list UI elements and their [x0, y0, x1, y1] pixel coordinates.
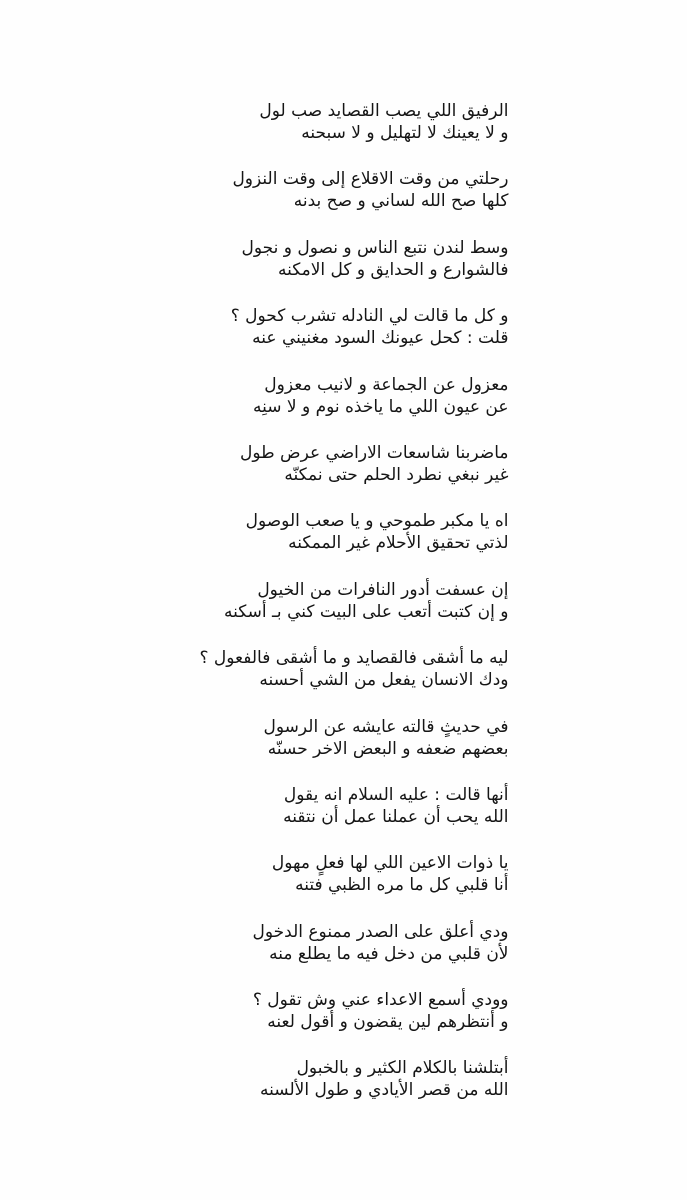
poem-verse-line: قلت : كحل عيونك السود مغنيني عنه: [252, 328, 509, 349]
poem-verse-line: رحلتي من وقت الاقلاع إلى وقت النزول: [232, 169, 509, 190]
poem-verse-line: الله يحب أن عملنا عمل أن نتقنه: [283, 806, 509, 827]
poem-verse-line: لأن قلبي من دخل فيه ما يطلع منه: [269, 943, 509, 964]
poem-verse-line: و إن كتبت أتعب على البيت كني بـ أسكنه: [223, 601, 509, 622]
poem-stanza: [179, 579, 509, 647]
poem-verse-line: الرفيق اللي يصب القصايد صب لول: [259, 101, 509, 121]
poem-verse-line: في حديثٍ قالته عايشه عن الرسول: [263, 716, 509, 737]
poem-verse-line: كلها صح الله لساني و صح بدنه: [293, 191, 509, 212]
poem-verse-line: وسط لندن نتبع الناس و نصول و نجول: [241, 237, 509, 258]
poem-verse-line: لذتي تحقيق الأحلام غير الممكنه: [288, 533, 509, 554]
poem-verse-line: ليه ما أشقى فالقصايد و ما أشقى فالفعول ؟: [199, 648, 509, 669]
poem-text: [0, 100, 687, 1126]
poem-verse-line: غير نبغي نطرد الحلم حتى نمكنّه: [284, 464, 509, 485]
poem-stanza: [179, 168, 509, 236]
poem-stanza: [179, 989, 509, 1057]
poem-verse-line: أنا قلبي كل ما مره الظبي فتنه: [295, 875, 509, 896]
poem-stanza: [179, 510, 509, 578]
poem-verse-line: بعضهم ضعفه و البعض الاخر حسنّه: [267, 738, 509, 759]
poem-verse-line: إن عسفت أدور النافرات من الخيول: [257, 579, 509, 600]
poem-verse-line: أبتلشنا بالكلام الكثير و بالخبول: [296, 1058, 509, 1079]
poem-stanza: [179, 921, 509, 989]
poem-verse-line: الله من قصر الأيادي و طول الألسنه: [260, 1080, 509, 1101]
poem-verse-line: ودي أعلق على الصدر ممنوع الدخول: [252, 921, 509, 942]
poem-stanza: [179, 305, 509, 373]
poem-verse-line: يا ذوات الاعين اللي لها فعلٍ مهول: [271, 853, 509, 874]
poem-verse-line: و أنتظرهم لين يقضون و أقول لعنه: [267, 1012, 509, 1033]
poem-verse-line: و لا يعينك لا لتهليل و لا سبحنه: [301, 123, 509, 143]
poem-stanza: [179, 374, 509, 442]
poem-stanza: [179, 784, 509, 852]
poem-verse-line: ماضربنا شاسعات الاراضي عرض طول: [239, 442, 509, 463]
poem-stanza: [179, 647, 509, 715]
poem-verse-line: فالشوارع و الحدايق و كل الامكنه: [277, 259, 509, 280]
poem-verse-line: اه يا مكبر طموحي و يا صعب الوصول: [245, 511, 509, 532]
poem-stanza: [179, 237, 509, 305]
poem-verse-line: ودك الانسان يفعل من الشي أحسنه: [259, 670, 509, 691]
poem-stanza: [179, 442, 509, 510]
poem-stanza: [179, 1057, 509, 1125]
poem-verse-line: أنها قالت : عليه السلام انه يقول: [283, 784, 509, 805]
poem-stanza: [179, 100, 509, 168]
poem-stanza: [179, 852, 509, 920]
poem-stanza: [179, 716, 509, 784]
poem-verse-line: وودي أسمع الاعداء عني وش تقول ؟: [252, 990, 509, 1011]
poem-verse-line: و كل ما قالت لي النادله تشرب كحول ؟: [230, 306, 509, 327]
poem-verse-line: عن عيون اللي ما ياخذه نوم و لا سنِه: [252, 396, 509, 417]
poem-verse-line: معزول عن الجماعة و لانيب معزول: [264, 374, 509, 395]
